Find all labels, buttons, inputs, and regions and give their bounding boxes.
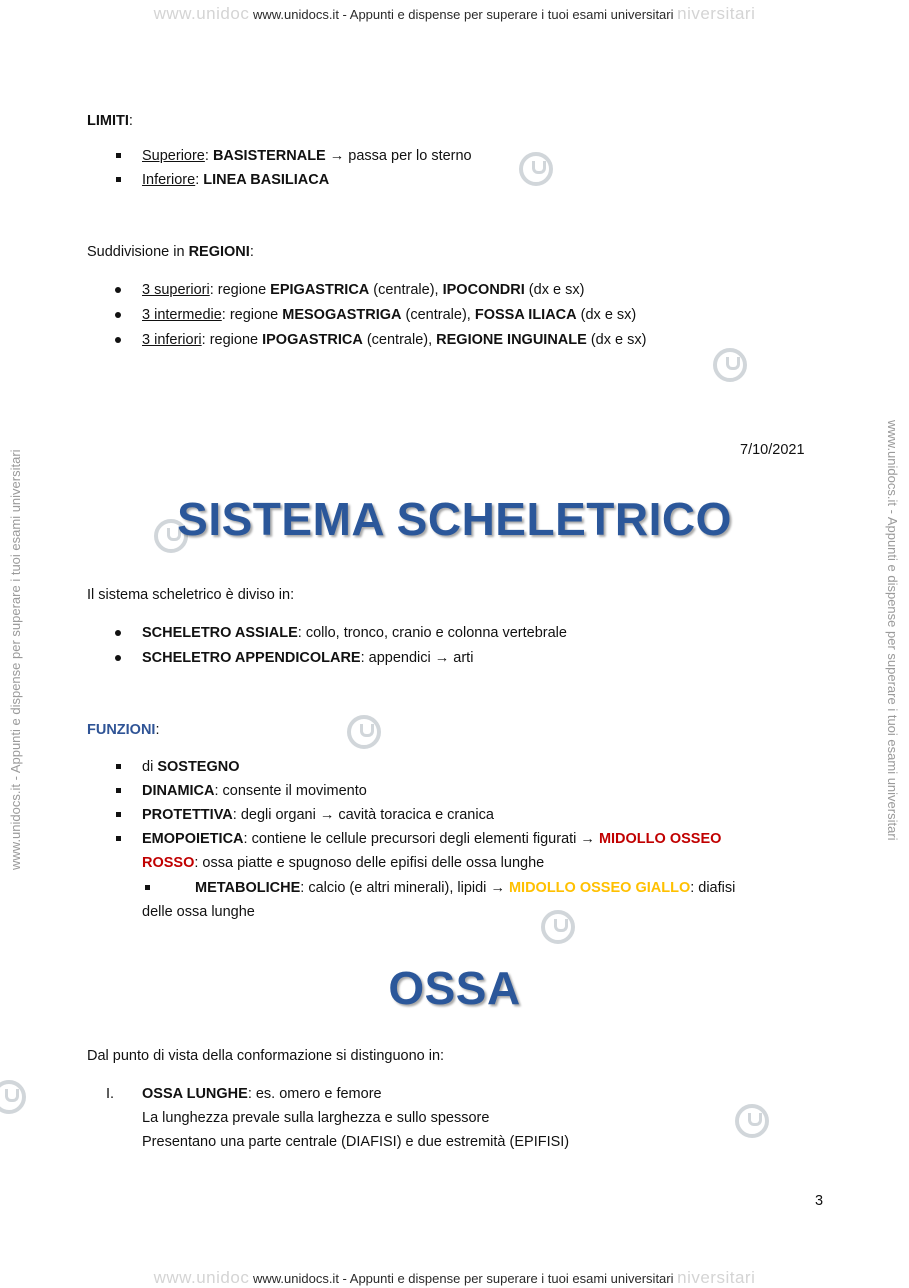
round-bullet-icon (115, 287, 121, 293)
limiti-item-inferiore: Inferiore: LINEA BASILIACA (142, 172, 330, 188)
square-bullet-icon (116, 177, 121, 182)
limiti-item-superiore: Superiore: BASISTERNALE → passa per lo sterno (142, 148, 472, 164)
funzioni-item-protettiva: PROTETTIVA: degli organi → cavità toracica e cranica (142, 807, 494, 823)
regioni-item-inferiori: 3 inferiori: regione IPOGASTRICA (centrale), REGIONE INGUINALE (dx e sx) (142, 332, 647, 348)
regioni-intro: Suddivisione in REGIONI: (87, 244, 254, 260)
ossa-item-marker: I. (106, 1086, 115, 1102)
square-bullet-icon (116, 836, 121, 841)
square-bullet-icon (116, 764, 121, 769)
funzioni-heading: FUNZIONI: (87, 722, 160, 738)
watermark-side-right: www.unidocs.it - Appunti e dispense per superare i tuoi esami universitari (885, 420, 900, 841)
date-label: 7/10/2021 (740, 442, 805, 458)
funzioni-item-emopoietica-line2: ROSSO: ossa piatte e spugnoso delle epifisi delle ossa lunghe (142, 855, 545, 871)
round-bullet-icon (115, 337, 121, 343)
unidocs-logo-icon (735, 1104, 769, 1138)
round-bullet-icon (115, 630, 121, 636)
unidocs-logo-icon (713, 348, 747, 382)
watermark-side-left: www.unidocs.it - Appunti e dispense per superare i tuoi esami universitari (8, 449, 23, 870)
ossa-item-lunghe-line3: Presentano una parte centrale (DIAFISI) e due estremità (EPIFISI) (142, 1134, 570, 1150)
round-bullet-icon (115, 655, 121, 661)
ossa-item-lunghe-line2: La lunghezza prevale sulla larghezza e sullo spessore (142, 1110, 490, 1126)
limiti-heading: LIMITI: (87, 113, 133, 129)
square-bullet-icon (116, 788, 121, 793)
square-bullet-icon (145, 885, 150, 890)
funzioni-item-emopoietica: EMOPOIETICA: contiene le cellule precursori degli elementi figurati → MIDOLLO OSSEO (142, 831, 722, 847)
funzioni-item-sostegno: di SOSTEGNO (142, 759, 240, 775)
funzioni-item-metaboliche: METABOLICHE: calcio (e altri minerali), lipidi → MIDOLLO OSSEO GIALLO: diafisi (195, 880, 736, 896)
scheletro-item-appendicolare: SCHELETRO APPENDICOLARE: appendici → arti (142, 650, 474, 666)
scheletro-item-assiale: SCHELETRO ASSIALE: collo, tronco, cranio e colonna vertebrale (142, 625, 567, 641)
regioni-item-intermedie: 3 intermedie: regione MESOGASTRIGA (centrale), FOSSA ILIACA (dx e sx) (142, 307, 637, 323)
section-title-sistema-scheletrico: SISTEMA SCHELETRICO (177, 493, 732, 545)
unidocs-logo-icon (0, 1080, 26, 1114)
square-bullet-icon (116, 812, 121, 817)
ossa-intro: Dal punto di vista della conformazione si distinguono in: (87, 1048, 445, 1064)
funzioni-item-metaboliche-line2: delle ossa lunghe (142, 904, 255, 920)
unidocs-logo-icon (541, 910, 575, 944)
round-bullet-icon (115, 312, 121, 318)
regioni-item-superiori: 3 superiori: regione EPIGASTRICA (centrale), IPOCONDRI (dx e sx) (142, 282, 585, 298)
scheletro-intro: Il sistema scheletrico è diviso in: (87, 587, 295, 603)
funzioni-item-dinamica: DINAMICA: consente il movimento (142, 783, 367, 799)
unidocs-logo-icon (347, 715, 381, 749)
watermark-banner-top: www.unidoc www.unidocs.it - Appunti e dispense per superare i tuoi esami universitari niversitari (153, 4, 756, 23)
ossa-item-lunghe: OSSA LUNGHE: es. omero e femore (142, 1086, 382, 1102)
page-number: 3 (815, 1193, 824, 1209)
watermark-banner-bottom: www.unidoc www.unidocs.it - Appunti e dispense per superare i tuoi esami universitari niversitari (153, 1268, 756, 1287)
square-bullet-icon (116, 153, 121, 158)
section-title-ossa: OSSA (388, 962, 521, 1014)
unidocs-logo-icon (519, 152, 553, 186)
